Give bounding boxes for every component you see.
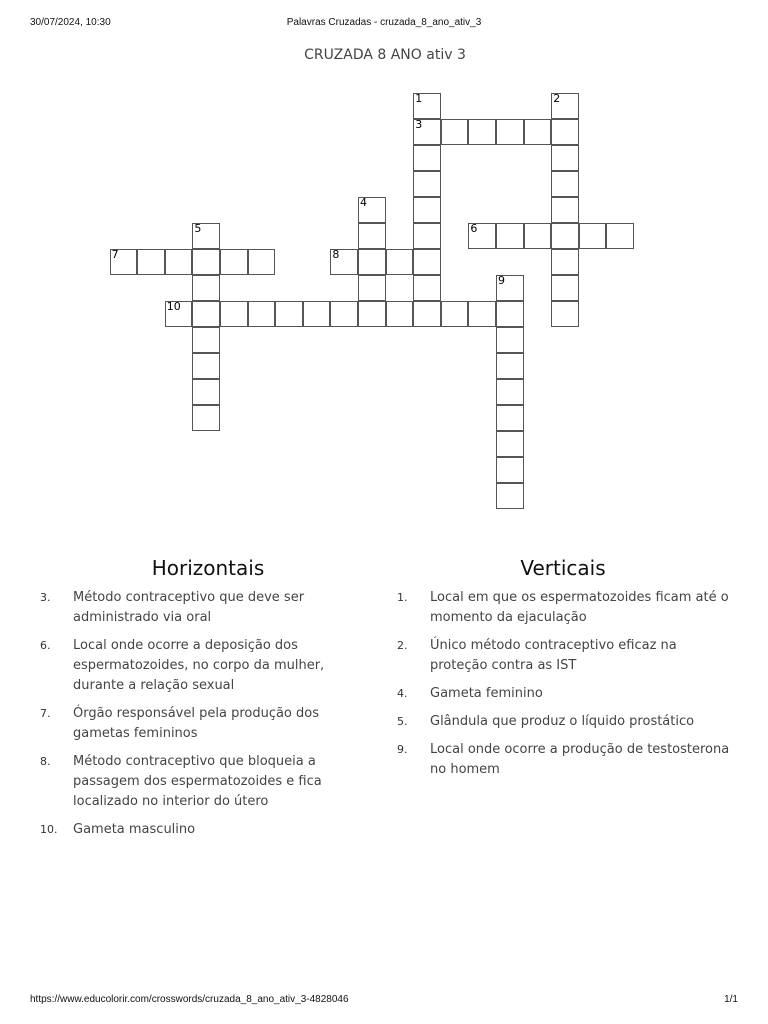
crossword-cell[interactable] <box>413 197 441 223</box>
crossword-cell[interactable] <box>192 249 220 275</box>
crossword-cell[interactable] <box>192 379 220 405</box>
vertical-clue <box>397 636 737 676</box>
crossword-cell[interactable] <box>496 301 524 327</box>
crossword-cell[interactable] <box>165 249 193 275</box>
crossword-cell[interactable] <box>192 275 220 301</box>
clue-number: 4. <box>397 687 408 700</box>
crossword-cell[interactable] <box>220 249 248 275</box>
crossword-cell[interactable] <box>496 483 524 509</box>
cell-number: 3 <box>415 118 423 131</box>
crossword-cell[interactable] <box>551 249 579 275</box>
crossword-cell[interactable] <box>275 301 303 327</box>
crossword-cell[interactable] <box>524 223 552 249</box>
vertical-clues <box>397 556 737 788</box>
print-footer <box>0 994 768 1008</box>
horizontal-heading: Horizontais <box>151 556 265 580</box>
crossword-cell[interactable] <box>330 301 358 327</box>
clue-number: 10. <box>40 823 58 836</box>
crossword-cell[interactable] <box>496 353 524 379</box>
crossword-cell[interactable] <box>386 301 414 327</box>
crossword-cell[interactable] <box>386 249 414 275</box>
crossword-cell[interactable] <box>496 405 524 431</box>
crossword-cell[interactable] <box>165 301 193 327</box>
clue-text: Único método contraceptivo eficaz na proteção contra as IST <box>430 638 677 673</box>
vertical-clue <box>397 684 737 704</box>
print-url: https://www.educolorir.com/crosswords/cruzada_8_ano_ativ_3-4828046 <box>30 994 349 1005</box>
crossword-cell[interactable] <box>606 223 634 249</box>
print-page-title: Palavras Cruzadas - cruzada_8_ano_ativ_3 <box>286 17 482 28</box>
crossword-cell[interactable] <box>192 301 220 327</box>
horizontal-clue <box>40 588 370 628</box>
crossword-cell[interactable] <box>551 301 579 327</box>
crossword-cell[interactable] <box>496 379 524 405</box>
crossword-cell[interactable] <box>192 327 220 353</box>
crossword-cell[interactable] <box>413 275 441 301</box>
crossword-cell[interactable] <box>551 197 579 223</box>
clue-number: 3. <box>40 591 51 604</box>
clue-text: Órgão responsável pela produção dos gametas femininos <box>73 706 319 741</box>
crossword-cell[interactable] <box>192 223 220 249</box>
horizontal-clue <box>40 752 370 812</box>
crossword-cell[interactable] <box>192 353 220 379</box>
print-page-count: 1/1 <box>724 994 738 1005</box>
cell-number: 1 <box>415 92 423 105</box>
cell-number: 6 <box>470 222 478 235</box>
crossword-cell[interactable] <box>551 275 579 301</box>
crossword-cell[interactable] <box>358 223 386 249</box>
crossword-cell[interactable] <box>496 457 524 483</box>
clue-number: 1. <box>397 591 408 604</box>
vertical-clue-list <box>397 588 737 780</box>
horizontal-clue <box>40 636 370 696</box>
crossword-cell[interactable] <box>248 249 276 275</box>
horizontal-clue <box>40 820 370 840</box>
crossword-cell[interactable] <box>137 249 165 275</box>
crossword-cell[interactable] <box>220 301 248 327</box>
clue-text: Local em que os espermatozoides ficam até o momento da ejaculação <box>430 590 729 625</box>
crossword-cell[interactable] <box>551 93 579 119</box>
crossword-cell[interactable] <box>551 145 579 171</box>
clue-text: Glândula que produz o líquido prostático <box>430 714 695 729</box>
crossword-cell[interactable] <box>248 301 276 327</box>
vertical-clue <box>397 588 737 628</box>
crossword-cell[interactable] <box>358 301 386 327</box>
crossword-cell[interactable] <box>496 223 524 249</box>
crossword-cell[interactable] <box>496 119 524 145</box>
crossword-cell[interactable] <box>524 119 552 145</box>
cell-number: 10 <box>166 300 181 313</box>
clue-number: 2. <box>397 639 408 652</box>
crossword-cell[interactable] <box>551 223 579 249</box>
cell-number: 5 <box>194 222 202 235</box>
crossword-cell[interactable] <box>192 405 220 431</box>
horizontal-clue <box>40 704 370 744</box>
crossword-cell[interactable] <box>441 119 469 145</box>
crossword-cell[interactable] <box>579 223 607 249</box>
vertical-clue <box>397 712 737 732</box>
crossword-cell[interactable] <box>413 145 441 171</box>
cell-number: 2 <box>553 92 561 105</box>
crossword-cell[interactable] <box>413 171 441 197</box>
clue-text: Gameta masculino <box>73 822 196 837</box>
crossword-cell[interactable] <box>441 301 469 327</box>
cell-number: 8 <box>332 248 340 261</box>
crossword-cell[interactable] <box>551 171 579 197</box>
crossword-cell[interactable] <box>468 301 496 327</box>
crossword-cell[interactable] <box>551 119 579 145</box>
print-datetime: 30/07/2024, 10:30 <box>30 17 111 28</box>
crossword-cell[interactable] <box>110 249 138 275</box>
crossword-cell[interactable] <box>358 197 386 223</box>
puzzle-title: CRUZADA 8 ANO ativ 3 <box>304 47 466 63</box>
crossword-cell[interactable] <box>413 93 441 119</box>
crossword-cell[interactable] <box>358 275 386 301</box>
clue-number: 9. <box>397 743 408 756</box>
cell-number: 7 <box>111 248 119 261</box>
horizontal-clues <box>40 556 370 848</box>
clue-number: 8. <box>40 755 51 768</box>
clue-text: Local onde ocorre a deposição dos espermatozoides, no corpo da mulher, durante a relação sexual <box>73 638 325 693</box>
clue-text: Local onde ocorre a produção de testosterona no homem <box>430 742 730 777</box>
crossword-cell[interactable] <box>358 249 386 275</box>
crossword-cell[interactable] <box>413 223 441 249</box>
crossword-cell[interactable] <box>496 431 524 457</box>
vertical-heading: Verticais <box>520 556 606 580</box>
crossword-cell[interactable] <box>413 249 441 275</box>
cell-number: 9 <box>498 274 505 287</box>
clue-text: Método contraceptivo que bloqueia a passagem dos espermatozoides e fica localizado no interior do útero <box>73 754 322 809</box>
crossword-cell[interactable] <box>496 275 524 301</box>
crossword-cell[interactable] <box>330 249 358 275</box>
crossword-cell[interactable] <box>468 119 496 145</box>
crossword-cell[interactable] <box>413 301 441 327</box>
clue-text: Método contraceptivo que deve ser administrado via oral <box>73 590 305 625</box>
vertical-clue <box>397 740 737 780</box>
crossword-cell[interactable] <box>468 223 496 249</box>
crossword-cell[interactable] <box>303 301 331 327</box>
clue-number: 7. <box>40 707 51 720</box>
crossword-cell[interactable] <box>413 119 441 145</box>
cell-number: 4 <box>360 196 367 209</box>
clue-number: 5. <box>397 715 408 728</box>
crossword-cell[interactable] <box>496 327 524 353</box>
clue-text: Gameta feminino <box>430 686 543 701</box>
horizontal-clue-list <box>40 588 370 840</box>
clue-number: 6. <box>40 639 51 652</box>
